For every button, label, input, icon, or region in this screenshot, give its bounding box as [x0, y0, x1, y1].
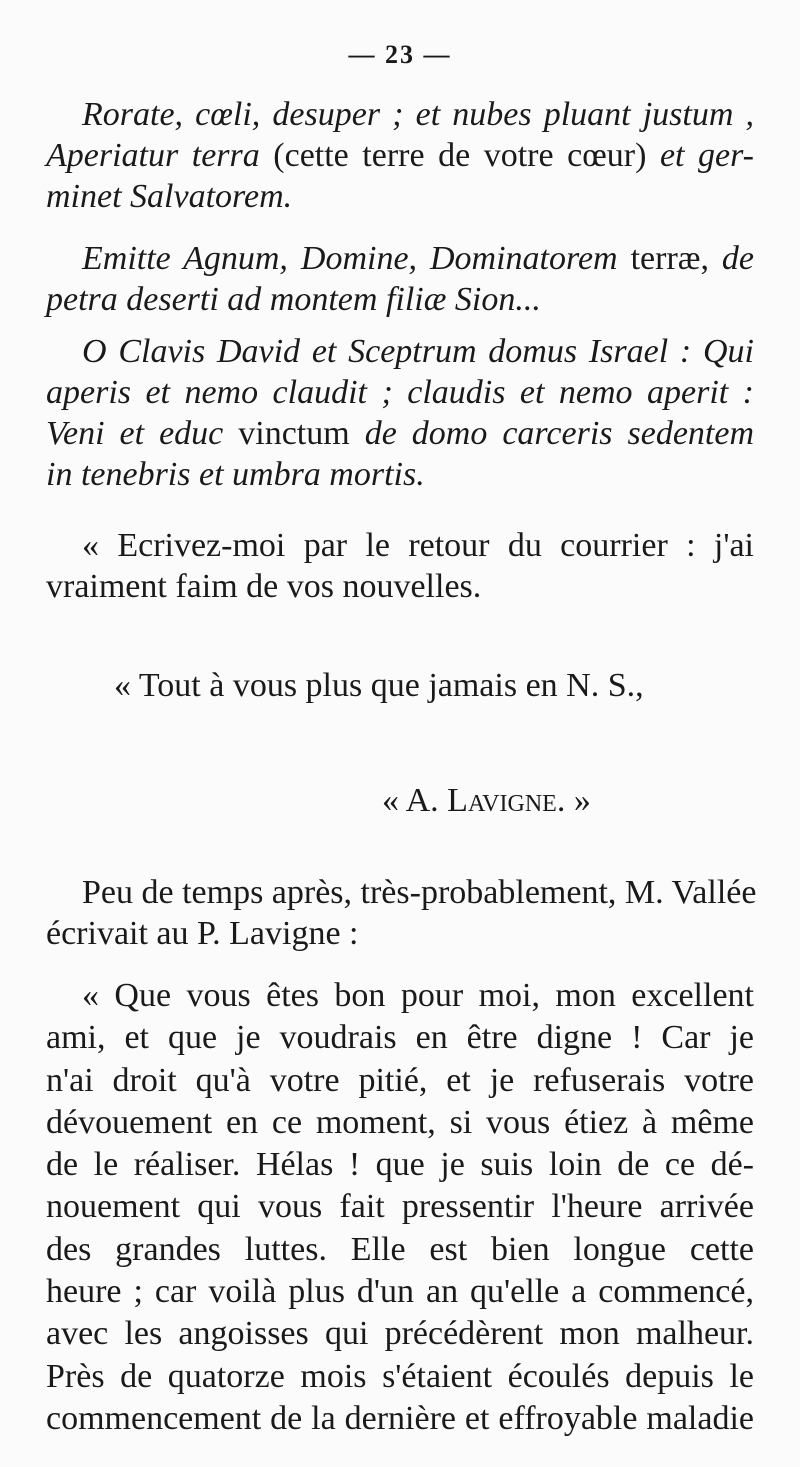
text-line: dévouement en ce moment, si vous étiez à même [46, 1103, 754, 1141]
text-segment: Aperiatur terra [46, 137, 260, 174]
signature [46, 780, 754, 821]
text-line: « Tout à vous plus que jamais en N. S., [114, 667, 644, 704]
text-line: commencement de la dernière et effroyable maladie [46, 1399, 754, 1437]
text-line: O Clavis David et Sceptrum domus Israel : Qui [82, 333, 754, 370]
text-line [46, 413, 754, 454]
text-segment: terræ, [617, 240, 722, 277]
paragraph-o-clavis [46, 331, 754, 495]
paragraph-letter [46, 975, 754, 1440]
text-line: minet Salvatorem. [46, 178, 293, 215]
text-line: in tenebris et umbra mortis. [46, 456, 425, 493]
text-segment: (cette terre de votre cœur) [259, 137, 660, 174]
text-line: n'ai droit qu'à votre pitié, et je refuserais votre [46, 1061, 754, 1099]
signature-line: « A. Lavigne. » [382, 782, 591, 819]
text-line: de le réaliser. Hélas ! que je suis loin de ce dé- [46, 1146, 754, 1184]
text-line [46, 135, 754, 176]
text-line: heure ; car voilà plus d'un an qu'elle a commencé, [46, 1273, 754, 1311]
paragraph-rorate [46, 94, 754, 217]
text-line [46, 238, 754, 279]
text-line: avec les angoisses qui précédèrent mon malheur. [46, 1315, 754, 1353]
text-segment: de domo carceris sedentem [364, 415, 754, 452]
text-line: Près de quatorze mois s'étaient écoulés depuis le [46, 1357, 754, 1395]
text-line: Rorate, cœli, desuper ; et nubes pluant justum , [82, 96, 754, 133]
page-number: — 23 — [348, 40, 452, 69]
text-line: nouement qui vous fait pressentir l'heure arrivée [46, 1188, 754, 1226]
text-line: petra deserti ad montem filiæ Sion... [46, 281, 541, 318]
text-line: des grandes luttes. Elle est bien longue cette [46, 1230, 754, 1268]
text-line: Peu de temps après, très-probablement, M. Vallée [82, 874, 757, 911]
paragraph-ecrivez [46, 525, 754, 607]
paragraph-peu-de-temps [46, 872, 757, 954]
text-segment: de [721, 240, 755, 277]
text-line: ami, et que je voudrais en être digne ! Car je [46, 1019, 754, 1057]
paragraph-emitte [46, 238, 754, 320]
text-segment: Emitte Agnum, Domine, Dominatorem [82, 240, 618, 277]
paragraph-closing [46, 665, 754, 706]
text-line: vraiment faim de vos nouvelles. [46, 568, 482, 605]
text-line: « Ecrivez-moi par le retour du courrier : j'ai [82, 527, 754, 564]
text-line: « Que vous êtes bon pour moi, mon excellent [82, 977, 754, 1014]
text-segment: vinctum [223, 415, 365, 452]
text-line: aperis et nemo claudit ; claudis et nemo aperit : [46, 374, 754, 411]
text-segment: et ger- [659, 137, 754, 174]
text-segment: Veni et educ [46, 415, 224, 452]
text-line: écrivait au P. Lavigne : [46, 915, 359, 952]
